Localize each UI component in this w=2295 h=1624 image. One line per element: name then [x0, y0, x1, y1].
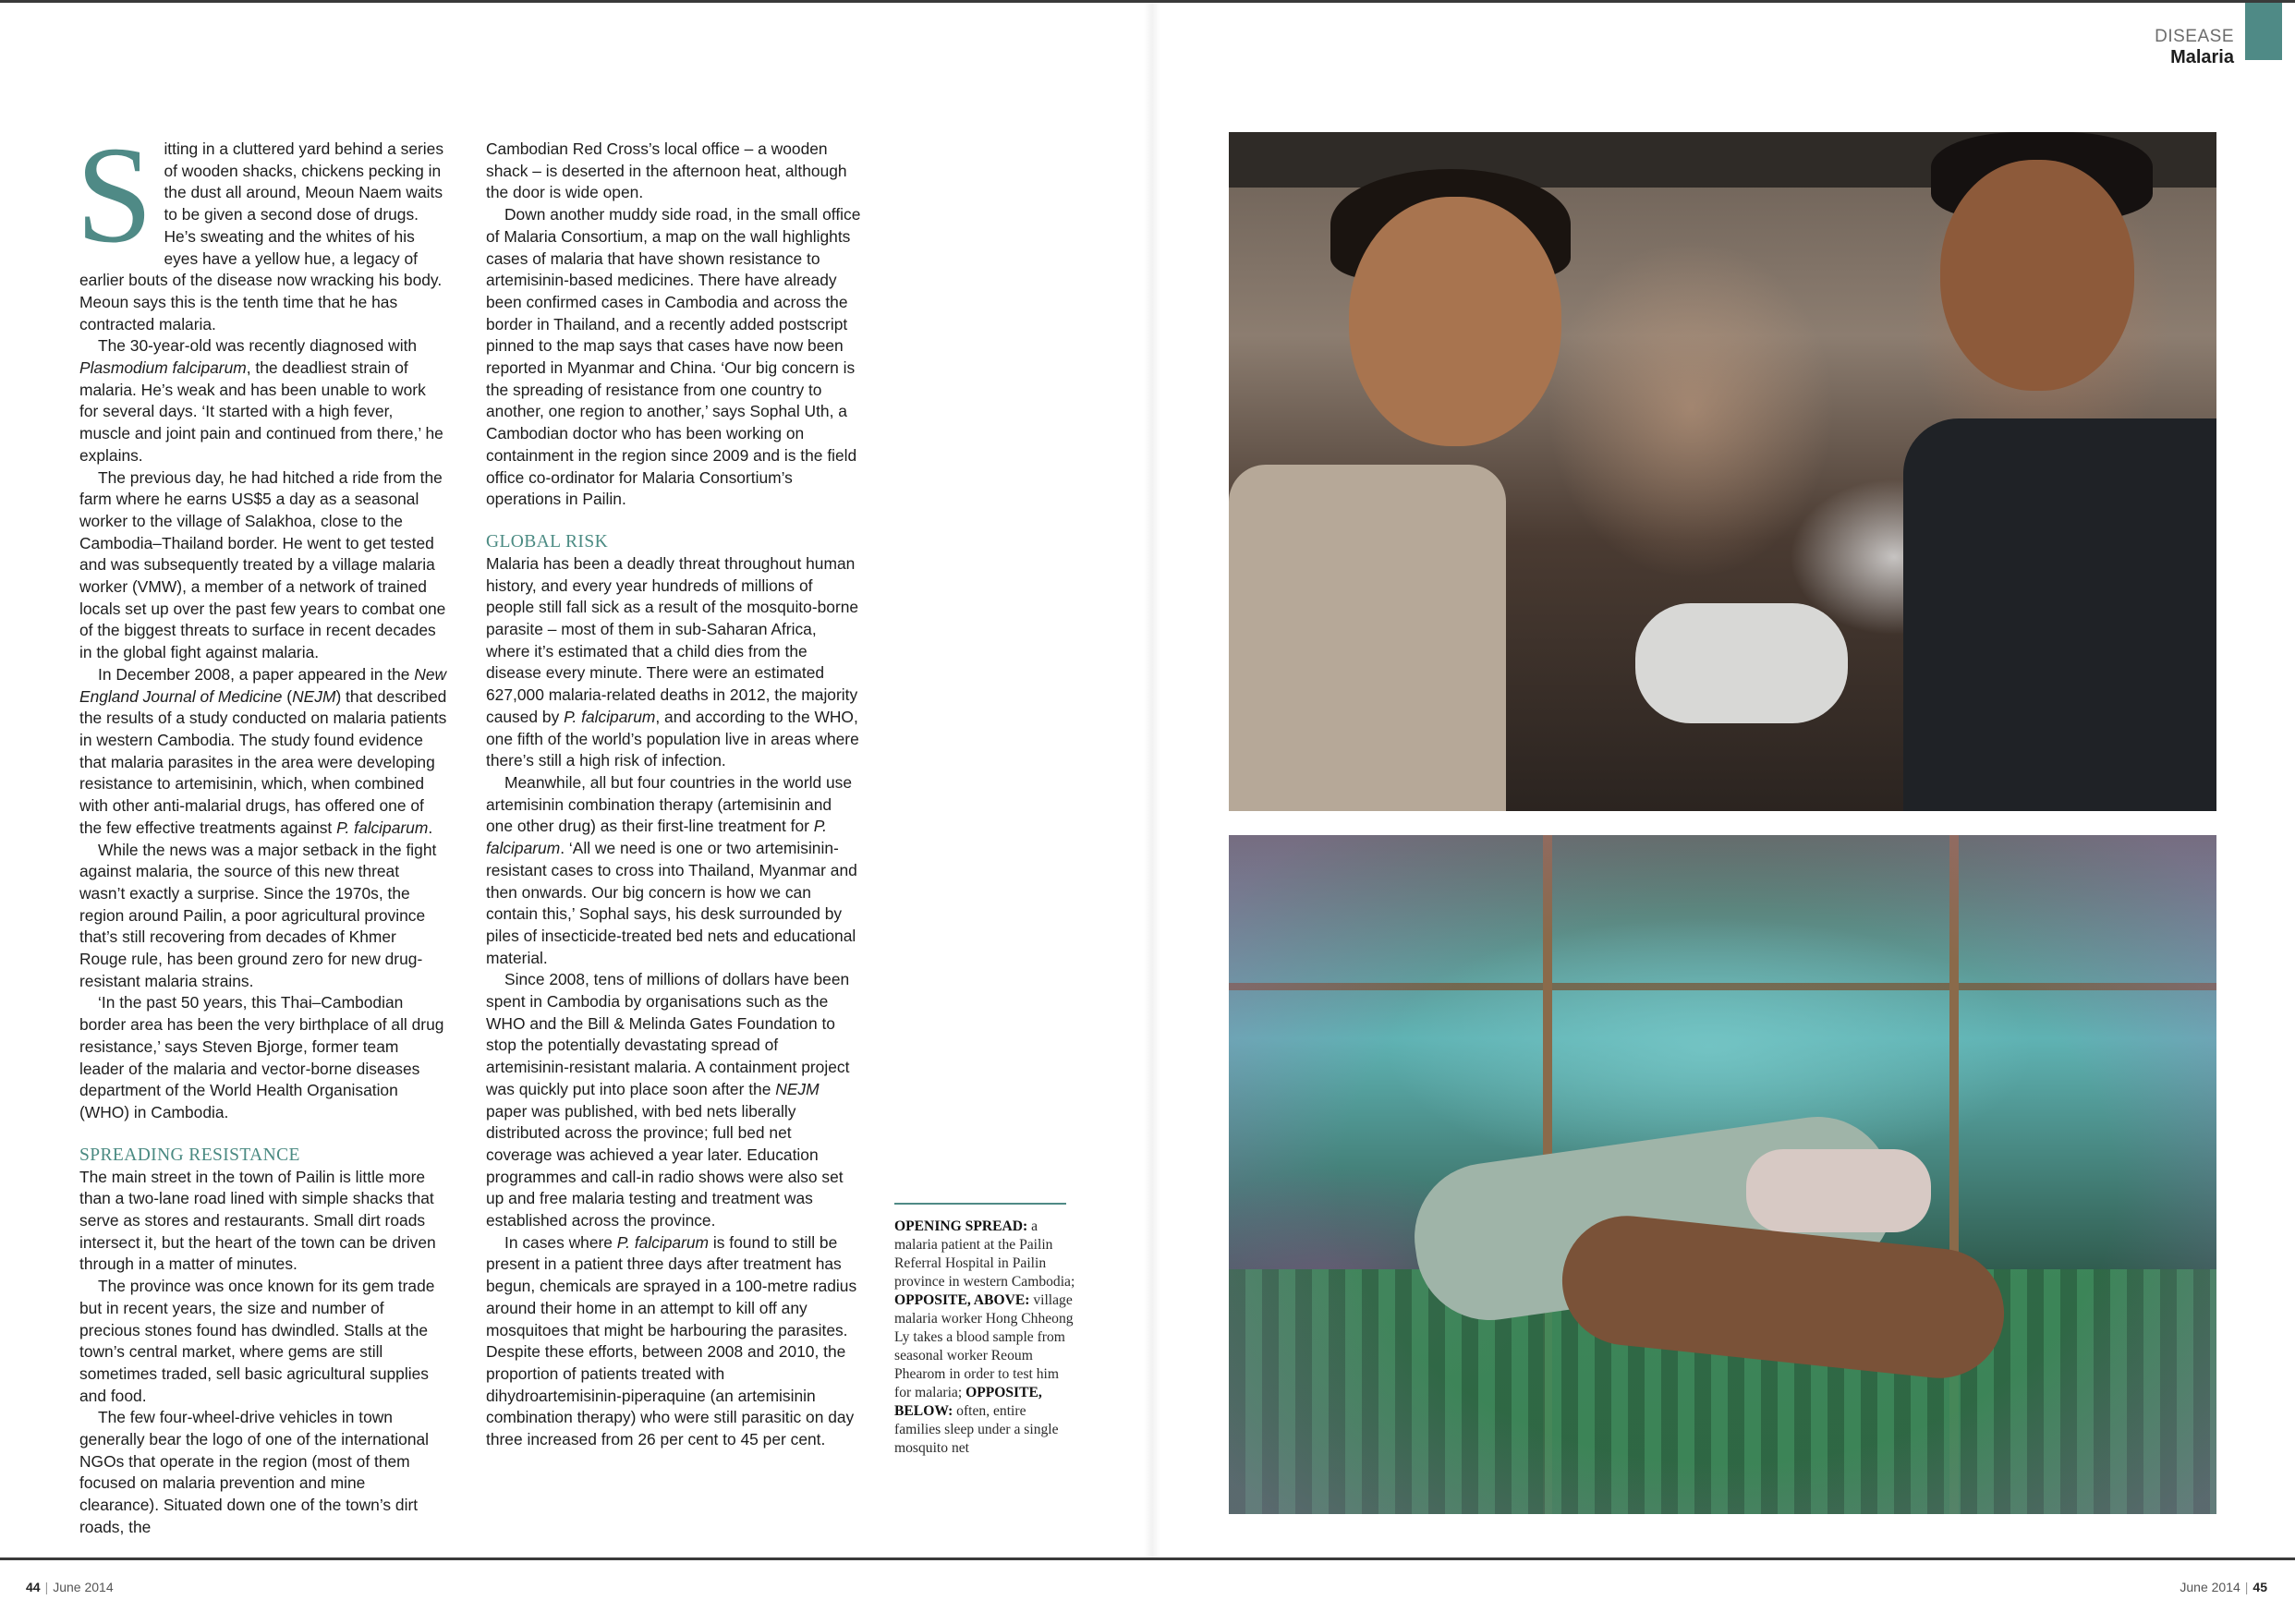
- paragraph-text: Meanwhile, all but four countries in the world use artemisinin combination therapy (artemisinin and one other drug) as their first-line treatment for: [486, 772, 853, 836]
- paragraph: [79, 664, 447, 840]
- photo-woman-face-shape: [1349, 197, 1561, 446]
- photo-man-face-shape: [1940, 160, 2134, 391]
- paragraph: The few four-wheel-drive vehicles in town generally bear the logo of one of the international NGOs that operate in the region (most of them focused on malaria prevention and mine clearance). Situated down one of the town’s dirt roads, the: [79, 1408, 430, 1536]
- paragraph: [486, 969, 861, 1231]
- folio-separator: |: [2244, 1580, 2249, 1594]
- caption-text: a malaria patient at the Pailin Referral Hospital in Pailin province in western Cambodia;: [894, 1218, 1075, 1290]
- paragraph: Down another muddy side road, in the small office of Malaria Consortium, a map on the wall highlights cases of malaria that have shown resistance to artemisinin-based medicines. There have already been confirmed cases in Cambodia and across the border in Thailand, and a recently added postscript pinned to the map says that cases have now been reported in Myanmar and China. ‘Our big concern is the spreading of resistance from one country to another, one region to another,’ says Sophal Uth, a Cambodian doctor who has been working on containment in the region since 2009 and is the field office co-ordinator for Malaria Consortium’s operations in Pailin.: [486, 205, 861, 509]
- folio-left: [26, 1580, 114, 1594]
- photo-blood-test: [1229, 132, 2216, 811]
- caption-text: village malaria worker Hong Chheong Ly takes a blood sample from seasonal worker Reoum Phearom in order to test him for malaria;: [894, 1292, 1074, 1400]
- species-name: P. falciparum: [486, 817, 827, 858]
- page-number: 44: [26, 1580, 41, 1594]
- species-name: P. falciparum: [336, 818, 429, 837]
- paragraph: While the news was a major setback in the fight against malaria, the source of this new threat wasn’t exactly a surprise. Since the 1970s, the region around Pailin, a poor agricultural province that’s still recovering from decades of Khmer Rouge rule, has been ground zero for new drug-resistant malaria strains.: [79, 840, 437, 990]
- paragraph-text: . ‘All we need is one or two artemisinin-resistant cases to cross into Thailand, Myanmar and then onwards. Our big concern is how we can contain this,’ Sophal says, his desk surrounded by piles of insecticide-treated bed nets and educational material.: [486, 839, 857, 967]
- paragraph: Cambodian Red Cross’s local office – a wooden shack – is deserted in the afternoon heat, although the door is wide open.: [486, 139, 847, 202]
- section-category: DISEASE: [2155, 27, 2234, 46]
- section-tag: [2155, 26, 2234, 68]
- photo-mosquito-net: [1229, 835, 2216, 1514]
- photo-woman-shirt-shape: [1229, 465, 1506, 811]
- paragraph: ‘In the past 50 years, this Thai–Cambodian border area has been the very birthplace of all drug resistance,’ says Steven Bjorge, former team leader of the malaria and vector-borne diseases department of the World Health Organisation (WHO) in Cambodia.: [79, 993, 444, 1121]
- spread-gutter: [1144, 3, 1160, 1557]
- paragraph: [486, 1232, 861, 1451]
- paragraph-text: .: [428, 818, 433, 837]
- photo-net-veil-shape: [1229, 835, 2216, 1514]
- photo-glove-shape: [1635, 603, 1848, 723]
- caption-heading: OPPOSITE, ABOVE:: [894, 1292, 1030, 1308]
- paragraph-text: , and according to the WHO, one fifth of the world’s population live in areas where there’s still a high risk of infection.: [486, 707, 859, 770]
- caption-heading: OPPOSITE, BELOW:: [894, 1385, 1042, 1419]
- journal-abbrev: NEJM: [292, 686, 336, 706]
- paragraph: The previous day, he had hitched a ride from the farm where he earns US$5 a day as a seasonal worker to the village of Salakhoa, close to the Cambodia–Thailand border. He went to get tested and was subsequently treated by a village malaria worker (VMW), a member of a network of trained locals set up over the past few years to combat one of the biggest threats to surface in recent decades in the global fight against malaria.: [79, 467, 446, 662]
- photo-caption: [894, 1218, 1075, 1458]
- paragraph-text: Malaria has been a deadly threat throughout human history, and every year hundreds of millions of people still fall sick as a result of the mosquito-borne parasite – most of them in sub-Saharan Africa, where it’s estimated that a child dies from the disease every minute. There were an estimated 627,000 malaria-related deaths in 2012, the majority caused by: [486, 553, 859, 726]
- paragraph: [486, 772, 861, 969]
- paragraph: The province was once known for its gem trade but in recent years, the size and number of precious stones found has dwindled. Stalls at the town’s central market, where gems are still sometimes traded, sell basic agricultural supplies and food.: [79, 1277, 435, 1405]
- paragraph-text: In cases where: [504, 1232, 617, 1252]
- issue-date: June 2014: [53, 1580, 114, 1594]
- caption-rule: [894, 1203, 1066, 1205]
- page-number: 45: [2252, 1580, 2267, 1594]
- paragraph: The main street in the town of Pailin is little more than a two-lane road lined with simple shacks that serve as stores and restaurants. Small dirt roads intersect it, but the heart of the town can be driven through in a matter of minutes.: [79, 1167, 436, 1274]
- folio-separator: |: [44, 1580, 49, 1594]
- journal-name: New England Journal of Medicine: [79, 664, 447, 706]
- article-column-1: [76, 118, 447, 1539]
- subhead-spreading-resistance: SPREADING RESISTANCE: [79, 1145, 300, 1165]
- section-tab-marker-icon: [2245, 3, 2282, 60]
- paragraph-text: , the deadliest strain of malaria. He’s weak and has been unable to work for several days. ‘It started with a high fever, muscle and joint pain and continued from there,’ he explains.: [79, 358, 443, 465]
- paragraph-text: In December 2008, a paper appeared in the: [98, 664, 415, 684]
- issue-date: June 2014: [2180, 1580, 2240, 1594]
- paragraph-text: paper was published, with bed nets liberally distributed across the province; full bed net coverage was achieved a year later. Education programmes and call-in radio shows were also set up and free malaria testing and treatment was established across the province.: [486, 1101, 844, 1230]
- paragraph-text: (: [282, 686, 293, 706]
- section-topic: Malaria: [2170, 47, 2234, 67]
- paragraph: [79, 335, 447, 467]
- species-name: Plasmodium falciparum: [79, 358, 247, 378]
- paragraph-text: The 30-year-old was recently diagnosed with: [98, 336, 418, 356]
- paragraph-text: itting in a cluttered yard behind a series of wooden shacks, chickens pecking in the dust all around, Meoun Naem waits to be given a second dose of drugs. He’s sweating and the whites of his eyes have a yellow hue, a legacy of earlier bouts of the disease now wracking his body. Meoun says this is the tenth time that he has contracted malaria.: [79, 139, 444, 333]
- species-name: P. falciparum: [616, 1232, 710, 1252]
- subhead-global-risk: GLOBAL RISK: [486, 531, 609, 551]
- dropcap: S: [76, 118, 153, 272]
- caption-heading: OPENING SPREAD:: [894, 1218, 1028, 1234]
- photo-man-shirt-shape: [1903, 418, 2216, 811]
- paragraph-text: is found to still be present in a patient three days after treatment has begun, chemicals are sprayed in a 100-metre radius around their home in an attempt to kill off any mosquitoes that might be harbouring the parasites. Despite these efforts, between 2008 and 2010, the proportion of patients treated with dihydroartemisinin-piperaquine (an artemisinin combination therapy) who were still parasitic on day three increased from 26 per cent to 45 per cent.: [486, 1232, 857, 1449]
- article-column-2: [486, 139, 861, 1451]
- species-name: P. falciparum: [564, 707, 656, 726]
- bottom-rule: [0, 1557, 2295, 1560]
- paragraph-text: Since 2008, tens of millions of dollars have been spent in Cambodia by organisations such as the WHO and the Bill & Melinda Gates Foundation to stop the potentially devastating spread of artemisinin-resistant malaria. A containment project was quickly put into place soon after the: [486, 970, 850, 1098]
- folio-right: [2180, 1580, 2267, 1594]
- paragraph: [486, 553, 861, 772]
- caption-text: often, entire families sleep under a single mosquito net: [894, 1403, 1059, 1456]
- journal-abbrev: NEJM: [775, 1079, 820, 1098]
- paragraph-text: ) that described the results of a study conducted on malaria patients in western Cambodia. The study found evidence that malaria parasites in the area were developing resistance to artemisinin, which, when combined with other anti-malarial drugs, has offered one of the few effective treatments against: [79, 686, 447, 837]
- paragraph: [76, 118, 447, 335]
